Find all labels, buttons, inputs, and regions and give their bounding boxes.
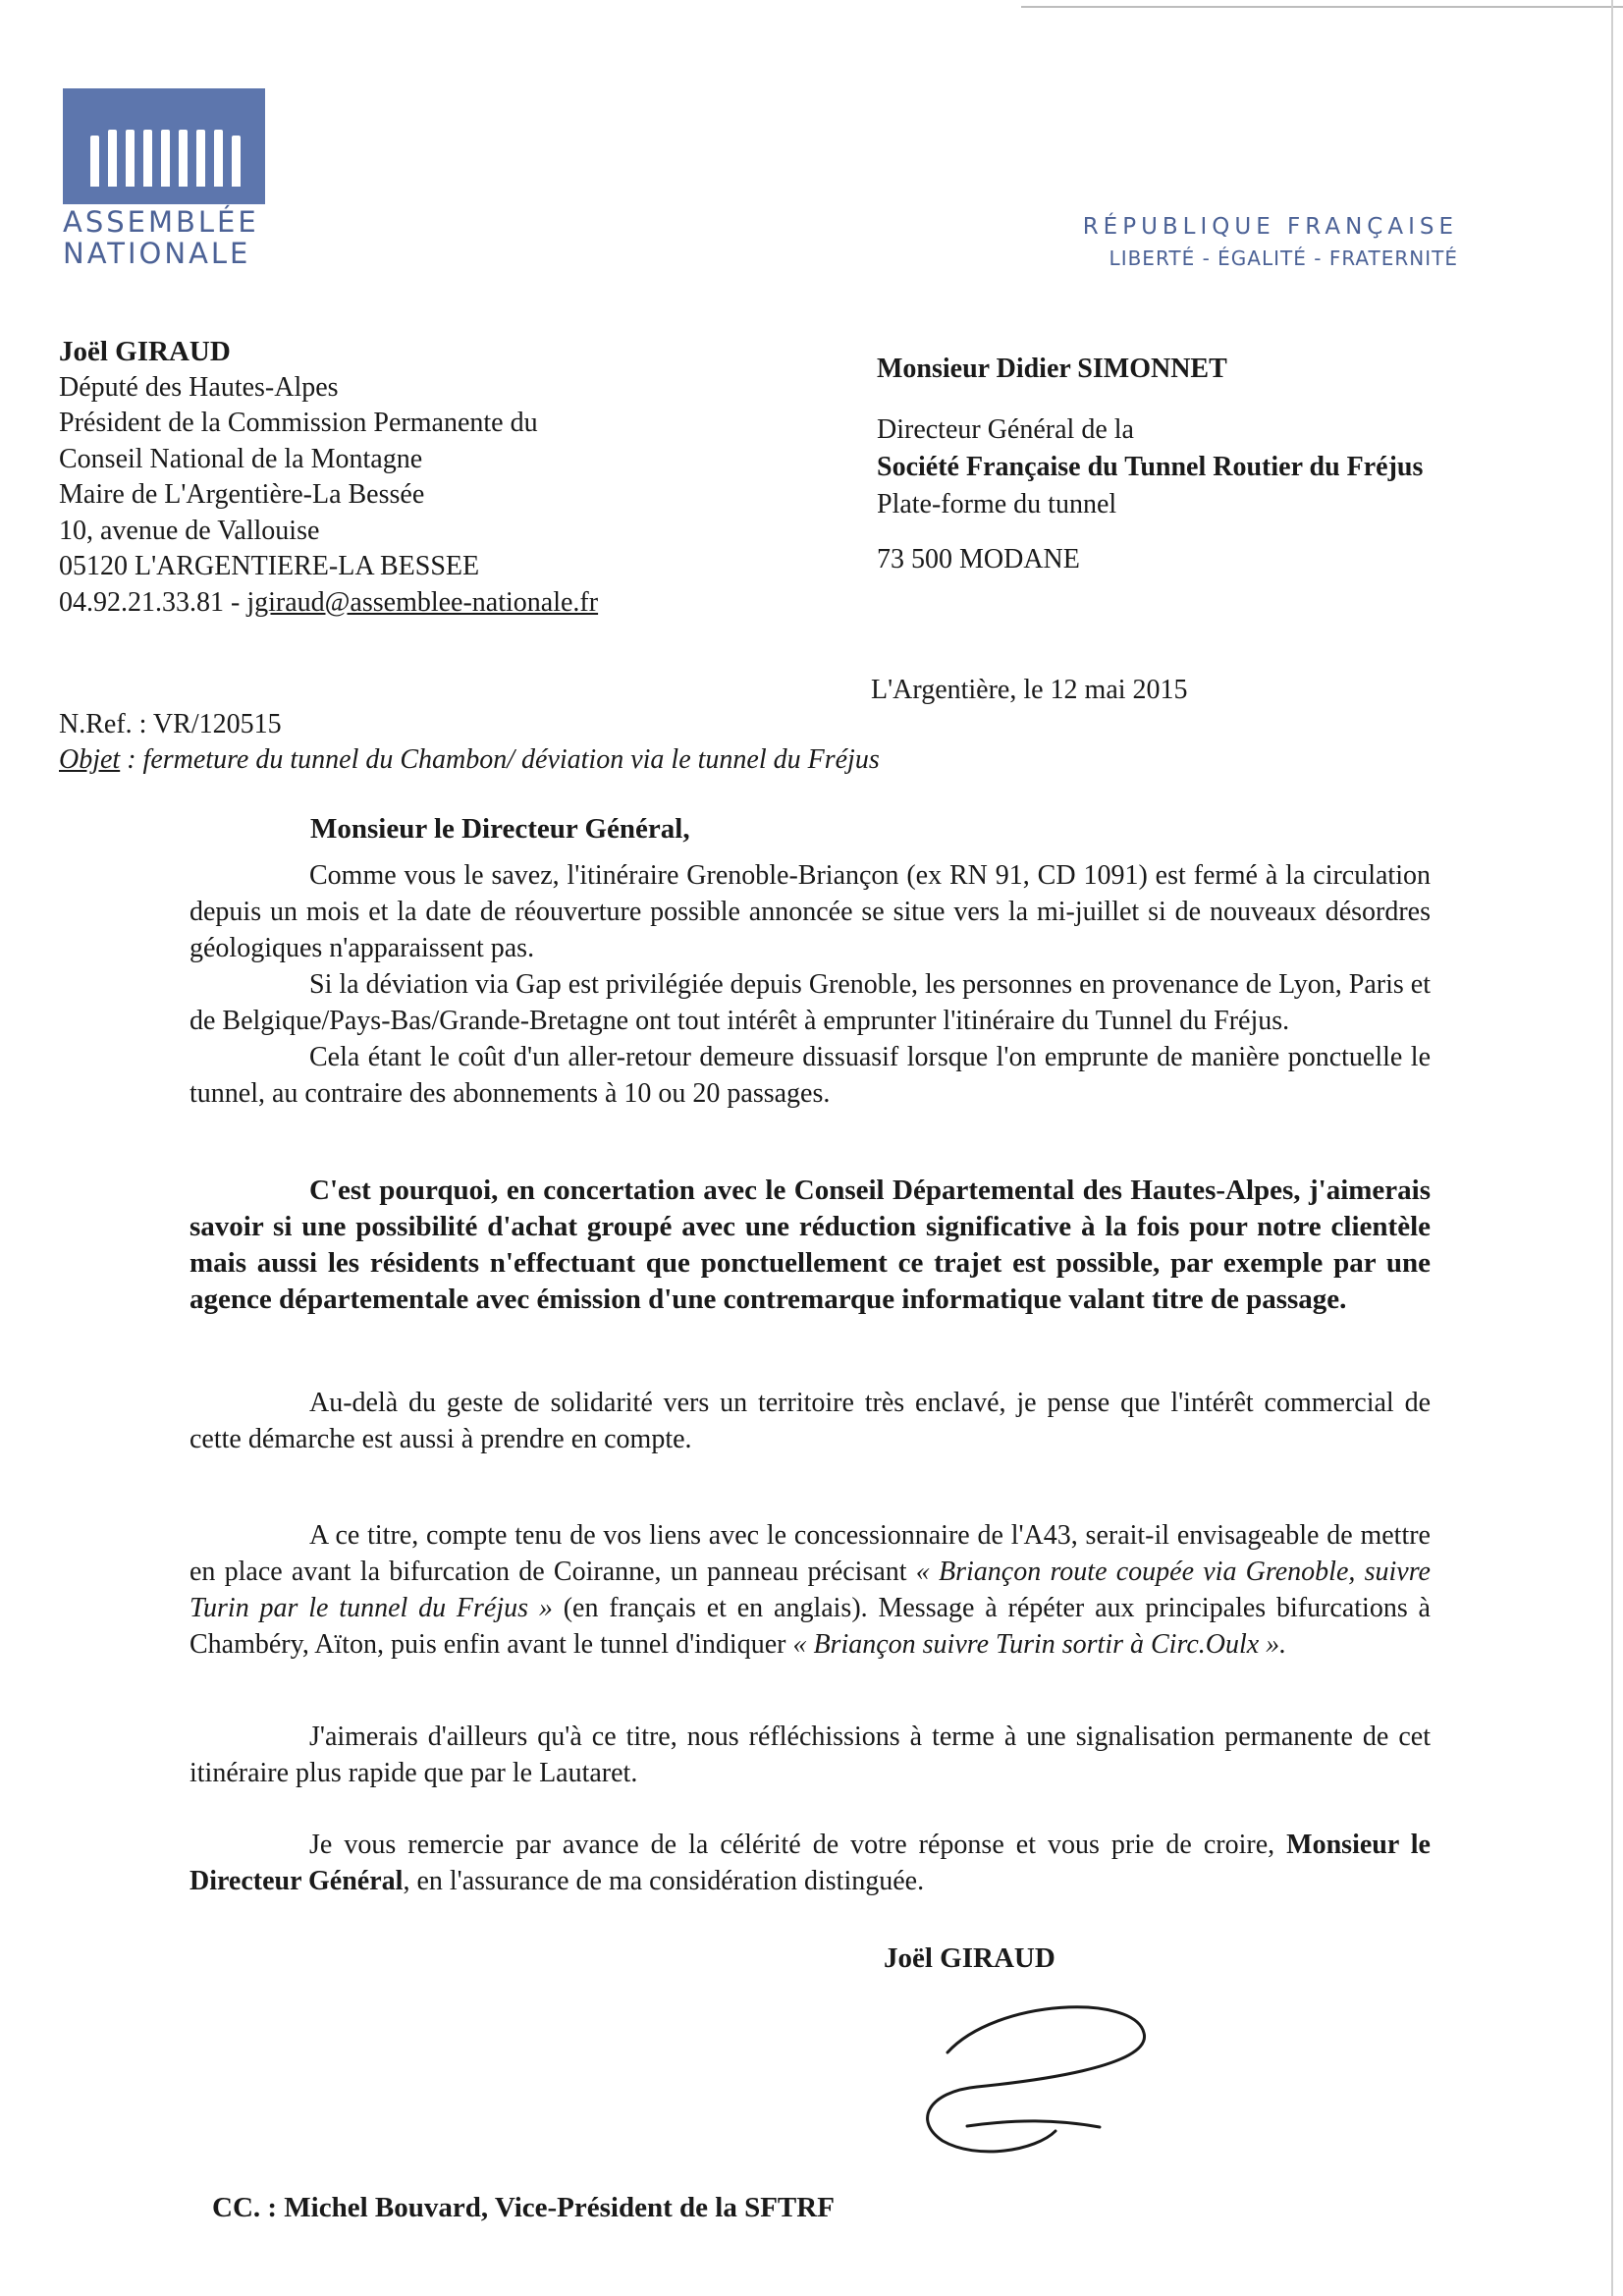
signatory-name: Joël GIRAUD [884,1942,1055,1974]
sender-title-4: Maire de L'Argentière-La Bessée [59,479,425,510]
paragraph-6-exit-text: « Briançon suivre Turin sortir à Circ.Oulx ». [792,1629,1287,1660]
assemblee-nationale-logo [63,88,265,204]
sender-name: Joël GIRAUD [59,336,231,367]
recipient-company: Société Française du Tunnel Routier du Fréjus [877,452,1424,482]
scan-edge-rule [1611,0,1613,2296]
paragraph-6-text-a: A ce titre, compte tenu de vos liens avec le concessionnaire de l'A43, serait-il envisageable de mettre en place avant la bifurcation de Coiranne, un panneau précisant [189,1520,1431,1587]
sender-contact [59,585,598,622]
logo-line-1: ASSEMBLÉE [63,205,259,239]
sender-city: 05120 L'ARGENTIERE-LA BESSEE [59,551,480,581]
logo-column [90,136,99,187]
letter-body-part-1 [189,857,1431,1112]
reference-block [59,707,880,778]
paragraph-6 [189,1517,1431,1663]
paragraph-1: Comme vous le savez, l'itinéraire Grenoble-Briançon (ex RN 91, CD 1091) est fermé à la circulation depuis un mois et la date de réouverture possible annoncée se situe vers la mi-juillet si de nouveaux désordres géologiques n'apparaissent pas. [189,860,1431,963]
logo-line-2: NATIONALE [63,237,251,270]
closing-text-b: , en l'assurance de ma considération distinguée. [403,1866,925,1896]
logo-column [196,130,205,187]
paragraph-7: J'aimerais d'ailleurs qu'à ce titre, nous réfléchissions à terme à une signalisation permanente de cet itinéraire plus rapide que par le Lautaret. [189,1722,1431,1788]
salutation: Monsieur le Directeur Général, [310,813,690,845]
paragraph-4-request: C'est pourquoi, en concertation avec le Conseil Départemental des Hautes-Alpes, j'aimerais savoir si une possibilité d'achat groupé avec une réduction significative à la fois pour notre clientèle mais aussi les résidents n'effectuant que ponctuellement ce trajet est possible, par exemple par une agence départementale avec émission d'une contremarque informatique valant titre de passage. [189,1175,1431,1315]
letter-body-part-2 [189,1385,1431,1457]
letter-body-closing [189,1827,1431,1899]
carbon-copy-line: CC. : Michel Bouvard, Vice-Président de la SFTRF [212,2192,835,2223]
reference-number: N.Ref. : VR/120515 [59,709,282,739]
object-line [59,742,880,778]
closing-text-a: Je vous remercie par avance de la célérité de votre réponse et vous prie de croire, [309,1830,1287,1860]
logo-column [108,130,117,187]
paragraph-5: Au-delà du geste de solidarité vers un territoire très enclavé, je pense que l'intérêt commercial de cette démarche est aussi à prendre en compte. [189,1388,1431,1454]
logo-column [161,130,170,187]
sender-email-link[interactable]: jgiraud@assemblee-nationale.fr [246,586,599,618]
sender-street: 10, avenue de Vallouise [59,515,320,546]
logo-column [143,130,152,187]
logo-column [179,130,188,187]
scan-top-rule [1021,6,1623,8]
logo-column [214,130,223,187]
letter-body-part-3 [189,1517,1431,1663]
sender-phone: 04.92.21.33.81 - [59,586,247,618]
logo-column [232,136,241,187]
republic-motto-line: LIBERTÉ - ÉGALITÉ - FRATERNITÉ [1109,246,1458,270]
paragraph-2: Si la déviation via Gap est privilégiée depuis Grenoble, les personnes en provenance de Lyon, Paris et de Belgique/Pays-Bas/Grande-Bretagne ont tout intérêt à emprunter l'itinéraire du Tunnel du Fréjus. [189,969,1431,1036]
object-label: Objet [59,744,121,775]
dateline: L'Argentière, le 12 mai 2015 [871,675,1188,705]
recipient-address: Plate-forme du tunnel [877,489,1117,519]
paragraph-8-closing [189,1827,1431,1899]
object-text: : fermeture du tunnel du Chambon/ déviation via le tunnel du Fréjus [120,744,880,775]
republic-title: RÉPUBLIQUE FRANÇAISE [1082,214,1458,240]
paragraph-6-text-b: (en français et en anglais). Message à répéter aux principales bifurcations à Chambéry, Aïton, puis enfin avant le tunnel d'indiquer [189,1593,1431,1660]
recipient-name: Monsieur Didier SIMONNET [877,354,1227,384]
sender-title-1: Député des Hautes-Alpes [59,371,339,403]
sender-block [59,334,598,621]
paragraph-6-sign-text: « Briançon route coupée via Grenoble, suivre Turin par le tunnel du Fréjus » [189,1557,1431,1623]
handwritten-signature [908,1994,1163,2160]
logo-column [126,130,135,187]
paragraph-3: Cela étant le coût d'un aller-retour demeure dissuasif lorsque l'on emprunte de manière ponctuelle le tunnel, au contraire des abonnements à 10 ou 20 passages. [189,1042,1431,1109]
sender-title-2: Président de la Commission Permanente du [59,408,538,438]
recipient-title: Directeur Général de la [877,414,1134,445]
recipient-city: 73 500 MODANE [877,544,1080,574]
republic-motto [1083,210,1458,273]
recipient-block [877,351,1423,578]
letter-body-part-4 [189,1719,1431,1791]
letter-body-request [189,1173,1431,1318]
sender-title-3: Conseil National de la Montagne [59,443,423,474]
logo-text [63,206,279,269]
closing-title: Monsieur le Directeur Général [189,1830,1431,1896]
